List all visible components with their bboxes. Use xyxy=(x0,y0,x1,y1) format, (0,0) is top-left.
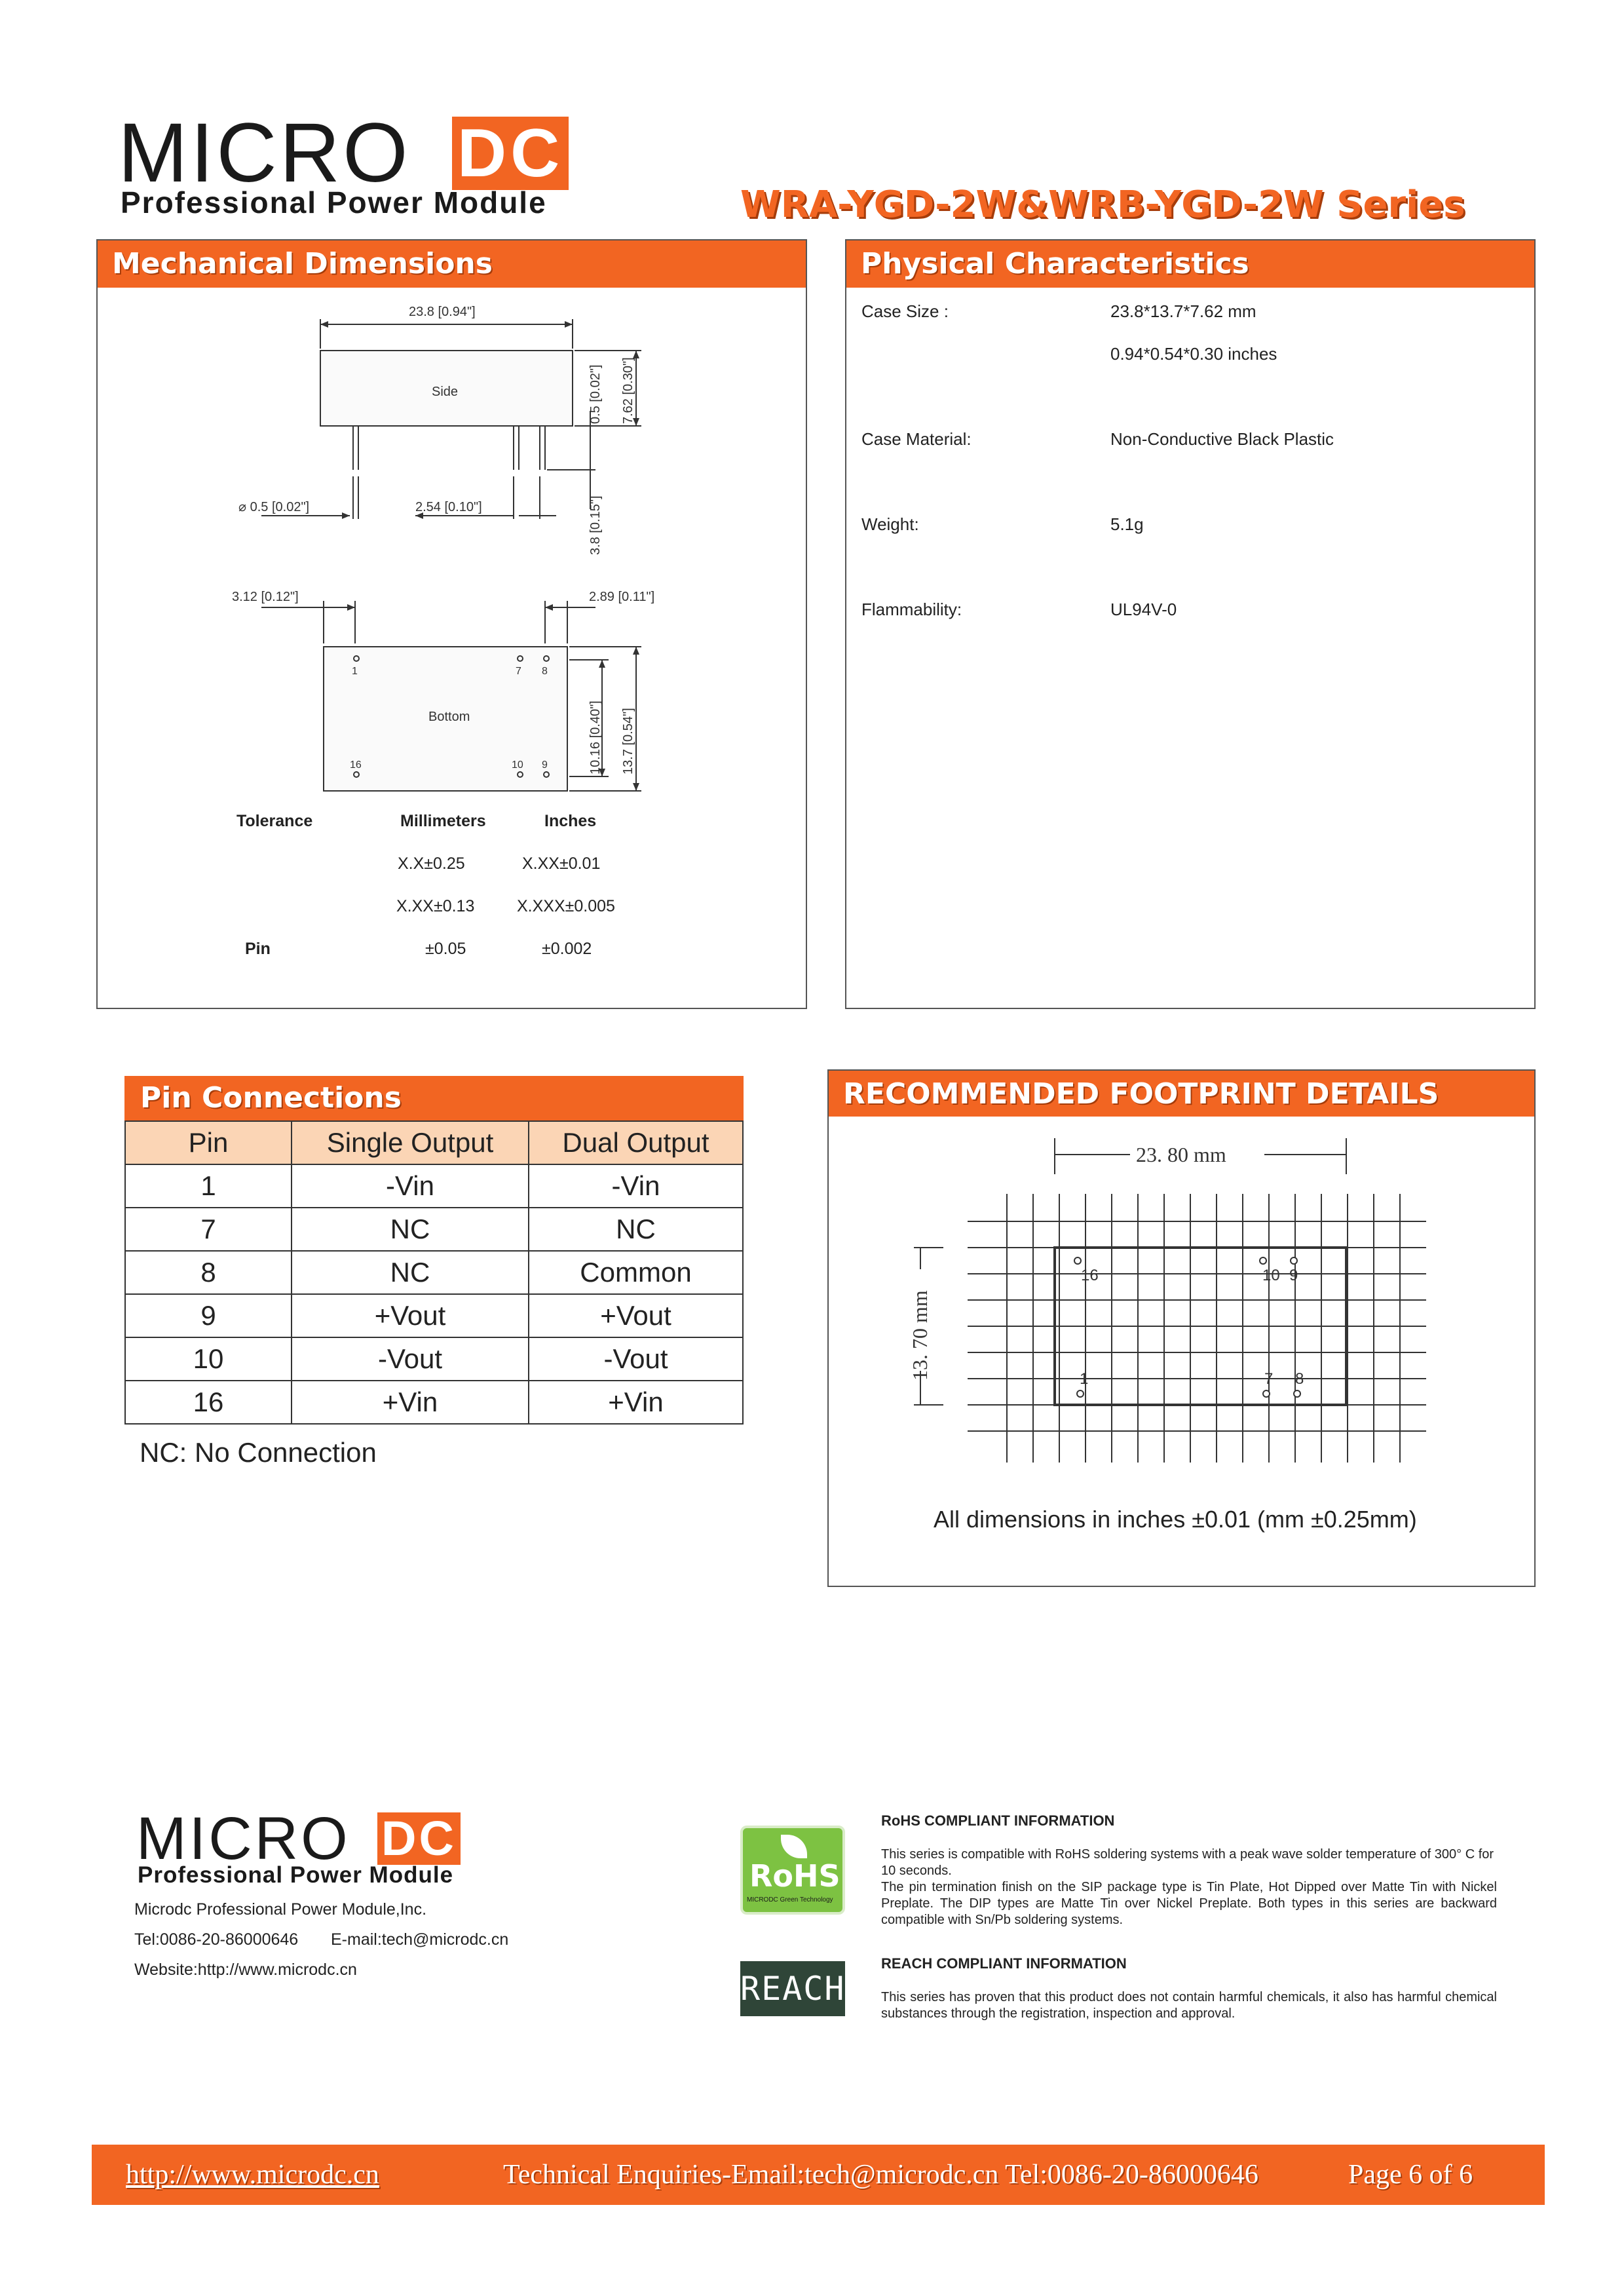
footer-enquiries: Technical Enquiries-Email:tech@microdc.cn Tel:0086-20-86000646 xyxy=(503,2160,1258,2190)
pin-table-header xyxy=(125,1121,743,1164)
fp-pin-7 xyxy=(1263,1390,1270,1397)
pin-cell: 9 xyxy=(125,1294,292,1337)
fp-label-16: 16 xyxy=(1081,1267,1099,1284)
pin-label-1: 1 xyxy=(352,666,358,677)
rohs-badge xyxy=(740,1826,845,1915)
reach-badge: REACH xyxy=(740,1961,845,2016)
tol-row-3-mm: ±0.05 xyxy=(425,940,466,958)
rohs-text-2: The pin termination finish on the SIP package type is Tin Plate, Hot Dipped over Matte Tin with Nickel Preplate. The DIP types are Matte Tin over Nickel Preplate. Both types in this series are backward compatible with Sn/Pb soldering systems. xyxy=(881,1880,1497,1927)
dual-cell: NC xyxy=(529,1208,743,1251)
pin-col-header: Pin xyxy=(125,1121,292,1164)
dual-cell: +Vout xyxy=(529,1294,743,1337)
header-logo xyxy=(118,106,616,223)
fp-width-label: 23. 80 mm xyxy=(1136,1143,1226,1166)
pin-cell: 8 xyxy=(125,1251,292,1294)
dim-depth: 13.7 [0.54"] xyxy=(621,708,635,775)
footer-tagline: Professional Power Module xyxy=(138,1862,454,1888)
tol-header-mm: Millimeters xyxy=(400,812,486,830)
rohs-badge-sub: MICRODC Green Technology xyxy=(747,1896,833,1904)
dim-pin-len: 3.8 [0.15"] xyxy=(588,495,603,555)
fp-label-8: 8 xyxy=(1295,1370,1304,1388)
company-email: E-mail:tech@microdc.cn xyxy=(331,1930,509,1949)
fp-note: All dimensions in inches ±0.01 (mm ±0.25mm) xyxy=(934,1506,1417,1533)
tol-row-2-mm: X.XX±0.13 xyxy=(396,897,475,915)
mechanical-title: Mechanical Dimensions xyxy=(98,240,806,288)
rohs-text-1: This series is compatible with RoHS soldering systems with a peak wave solder temperature of 300° C for 10 seconds. xyxy=(881,1847,1494,1878)
logo-tagline: Professional Power Module xyxy=(121,185,547,220)
pin-table xyxy=(124,1120,744,1425)
phys-value-flammability: UL94V-0 xyxy=(1110,600,1177,619)
footprint-title: RECOMMENDED FOOTPRINT DETAILS xyxy=(829,1071,1534,1117)
footer-logo xyxy=(136,1805,503,1894)
company-name: Microdc Professional Power Module,Inc. xyxy=(134,1900,427,1919)
physical-title: Physical Characteristics xyxy=(846,240,1534,288)
pin-label-16: 16 xyxy=(350,759,362,771)
logo-accent: DC xyxy=(452,117,569,190)
table-row xyxy=(125,1164,743,1208)
footer-url-link[interactable]: http://www.microdc.cn xyxy=(126,2160,379,2190)
rohs-badge-text: RoHS xyxy=(749,1858,840,1894)
tol-row-3-in: ±0.002 xyxy=(542,940,592,958)
fp-label-1: 1 xyxy=(1080,1370,1089,1388)
fp-pin-8 xyxy=(1294,1390,1300,1397)
pin-cell: 7 xyxy=(125,1208,292,1251)
reach-title: REACH COMPLIANT INFORMATION xyxy=(881,1955,1127,1972)
mechanical-panel xyxy=(96,239,807,1009)
bottom-label: Bottom xyxy=(428,710,470,724)
single-col-header: Single Output xyxy=(292,1121,529,1164)
mechanical-drawing xyxy=(98,293,806,830)
pin-cell: 16 xyxy=(125,1381,292,1424)
phys-value-weight: 5.1g xyxy=(1110,514,1144,534)
single-cell: -Vout xyxy=(292,1337,529,1381)
single-cell: NC xyxy=(292,1251,529,1294)
leaf-icon xyxy=(781,1835,807,1858)
single-cell: -Vin xyxy=(292,1164,529,1208)
pin-connections-title: Pin Connections xyxy=(124,1076,744,1120)
table-row xyxy=(125,1251,743,1294)
dim-pin-thick: 0.5 [0.02"] xyxy=(588,364,603,424)
rohs-title: RoHS COMPLIANT INFORMATION xyxy=(881,1812,1115,1829)
fp-label-9: 9 xyxy=(1289,1267,1298,1284)
footprint-drawing xyxy=(829,1128,1534,1495)
phys-label-flammability: Flammability: xyxy=(861,600,962,619)
footer-bar xyxy=(92,2145,1545,2205)
tol-row-2-in: X.XXX±0.005 xyxy=(517,897,615,915)
dim-pitch: 2.54 [0.10"] xyxy=(415,500,482,514)
pin-label-9: 9 xyxy=(542,759,548,771)
series-title: WRA-YGD-2W&WRB-YGD-2W Series xyxy=(740,183,1465,226)
dual-col-header: Dual Output xyxy=(529,1121,743,1164)
footer-page-number: Page 6 of 6 xyxy=(1348,2160,1473,2190)
phys-label-material: Case Material: xyxy=(861,429,972,449)
tol-header-tolerance: Tolerance xyxy=(236,812,313,830)
reach-text: This series has proven that this product does not contain harmful chemicals, it also has harmful chemical substances through the registration, inspection and approval. xyxy=(881,1990,1497,2021)
footer-logo-text: MICRO xyxy=(136,1805,350,1872)
logo-text: MICRO xyxy=(118,106,411,200)
dim-height: 7.62 [0.30"] xyxy=(621,357,635,424)
dim-pin-dia: ⌀ 0.5 [0.02"] xyxy=(238,500,310,514)
footer-logo-accent: DC xyxy=(377,1812,461,1865)
table-row xyxy=(125,1381,743,1424)
dim-row-span: 10.16 [0.40"] xyxy=(588,700,603,775)
fp-pin-16 xyxy=(1074,1257,1081,1264)
single-cell: NC xyxy=(292,1208,529,1251)
phys-label-weight: Weight: xyxy=(861,514,919,534)
pin-label-8: 8 xyxy=(542,666,548,677)
phys-label-case-size: Case Size : xyxy=(861,301,949,321)
phys-value-material: Non-Conductive Black Plastic xyxy=(1110,429,1334,449)
tol-row-3-label: Pin xyxy=(245,940,271,958)
company-tel: Tel:0086-20-86000646 xyxy=(134,1930,299,1949)
table-row xyxy=(125,1294,743,1337)
dual-cell: +Vin xyxy=(529,1381,743,1424)
table-row xyxy=(125,1208,743,1251)
tol-header-in: Inches xyxy=(544,812,597,830)
fp-label-7: 7 xyxy=(1264,1370,1274,1388)
tol-row-1-in: X.XX±0.01 xyxy=(522,854,601,873)
single-cell: +Vin xyxy=(292,1381,529,1424)
fp-pin-10 xyxy=(1260,1257,1266,1264)
dual-cell: -Vin xyxy=(529,1164,743,1208)
phys-value-case-size: 23.8*13.7*7.62 mm xyxy=(1110,301,1256,321)
pin-note: NC: No Connection xyxy=(140,1437,377,1468)
pin-cell: 1 xyxy=(125,1164,292,1208)
fp-pin-1 xyxy=(1077,1390,1084,1397)
pin-label-7: 7 xyxy=(516,666,521,677)
dim-right-off: 2.89 [0.11"] xyxy=(589,590,655,604)
table-row xyxy=(125,1337,743,1381)
footprint-panel xyxy=(827,1069,1536,1587)
phys-value-case-size-inches: 0.94*0.54*0.30 inches xyxy=(1110,344,1277,364)
dim-width: 23.8 [0.94"] xyxy=(409,305,476,319)
pin-label-10: 10 xyxy=(512,759,523,771)
pin-cell: 10 xyxy=(125,1337,292,1381)
fp-label-10: 10 xyxy=(1262,1267,1280,1284)
single-cell: +Vout xyxy=(292,1294,529,1337)
company-website: Website:http://www.microdc.cn xyxy=(134,1961,357,1979)
dual-cell: -Vout xyxy=(529,1337,743,1381)
side-label: Side xyxy=(432,385,459,399)
fp-pin-9 xyxy=(1291,1257,1297,1264)
physical-panel xyxy=(845,239,1536,1009)
tol-row-1-mm: X.X±0.25 xyxy=(398,854,465,873)
dim-left-off: 3.12 [0.12"] xyxy=(232,590,299,604)
fp-height-label: 13. 70 mm xyxy=(908,1290,932,1381)
dual-cell: Common xyxy=(529,1251,743,1294)
